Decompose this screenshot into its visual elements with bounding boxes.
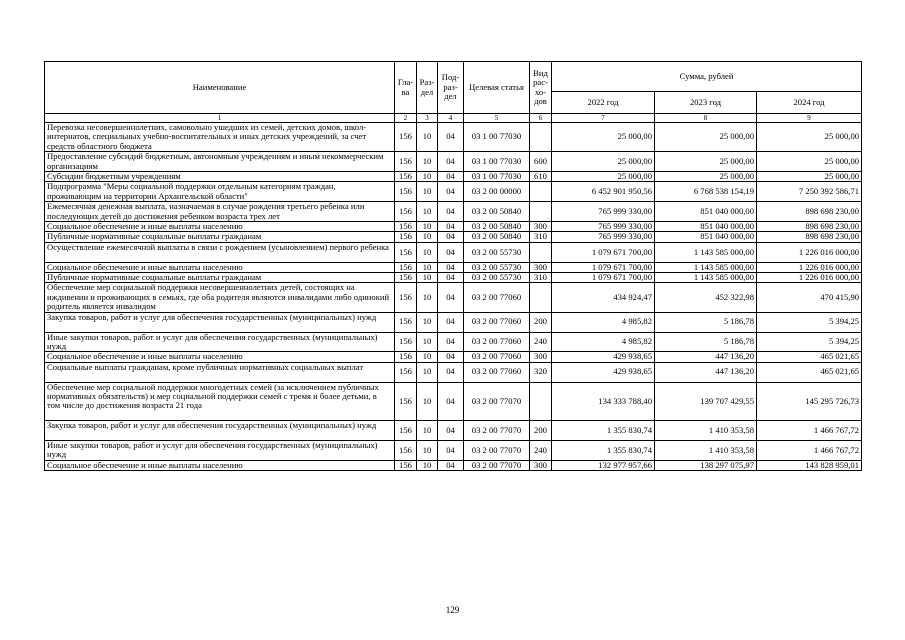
row-podrazdel: 04 xyxy=(438,152,464,172)
row-target: 03 2 00 77070 xyxy=(464,421,530,441)
row-target: 03 1 00 77030 xyxy=(464,172,530,182)
row-podrazdel: 04 xyxy=(438,440,464,460)
row-podrazdel: 04 xyxy=(438,123,464,152)
row-sum-2024: 1 226 016 000,00 xyxy=(757,273,862,283)
row-expense-type xyxy=(530,182,552,202)
row-expense-type: 310 xyxy=(530,273,552,283)
header-sum: Сумма, рублей xyxy=(552,62,862,92)
row-name: Социальные выплаты гражданам, кроме публичных нормативных социальных выплат xyxy=(45,362,395,382)
row-glava: 156 xyxy=(395,232,417,242)
row-podrazdel: 04 xyxy=(438,382,464,421)
budget-table xyxy=(44,61,862,471)
row-podrazdel: 04 xyxy=(438,283,464,312)
row-podrazdel: 04 xyxy=(438,352,464,362)
row-podrazdel: 04 xyxy=(438,202,464,222)
row-expense-type: 600 xyxy=(530,152,552,172)
row-razdel: 10 xyxy=(417,242,438,262)
row-sum-2023: 452 322,98 xyxy=(655,283,757,312)
row-sum-2022: 132 977 957,66 xyxy=(552,460,655,470)
row-podrazdel: 04 xyxy=(438,332,464,352)
row-name: Обеспечение мер социальной поддержки несовершеннолетних детей, состоящих на иждивении и проживающих в семьях, где оба родителя являются инвалидами либо одинокий родитель является инвалидом xyxy=(45,283,395,312)
table-row xyxy=(45,232,862,242)
row-sum-2024: 5 394,25 xyxy=(757,332,862,352)
row-podrazdel: 04 xyxy=(438,421,464,441)
row-target: 03 2 00 77060 xyxy=(464,332,530,352)
row-name: Социальное обеспечение и иные выплаты населению xyxy=(45,352,395,362)
row-sum-2022: 6 452 901 950,56 xyxy=(552,182,655,202)
table-row xyxy=(45,440,862,460)
row-target: 03 2 00 77060 xyxy=(464,312,530,332)
row-glava: 156 xyxy=(395,362,417,382)
row-target: 03 2 00 50840 xyxy=(464,232,530,242)
column-number: 3 xyxy=(417,114,438,123)
row-podrazdel: 04 xyxy=(438,232,464,242)
row-glava: 156 xyxy=(395,202,417,222)
row-glava: 156 xyxy=(395,382,417,421)
row-expense-type: 240 xyxy=(530,332,552,352)
row-razdel: 10 xyxy=(417,362,438,382)
row-sum-2023: 1 143 585 000,00 xyxy=(655,242,757,262)
row-sum-2024: 1 466 767,72 xyxy=(757,421,862,441)
row-expense-type: 310 xyxy=(530,232,552,242)
table-row xyxy=(45,123,862,152)
row-sum-2024: 1 226 016 000,00 xyxy=(757,242,862,262)
row-sum-2023: 5 186,78 xyxy=(655,312,757,332)
row-sum-2024: 898 698 230,00 xyxy=(757,202,862,222)
row-target: 03 2 00 77060 xyxy=(464,352,530,362)
row-razdel: 10 xyxy=(417,283,438,312)
header-name: Наименование xyxy=(45,62,395,114)
row-razdel: 10 xyxy=(417,421,438,441)
table-row xyxy=(45,283,862,312)
row-sum-2024: 145 295 726,73 xyxy=(757,382,862,421)
row-sum-2022: 429 938,65 xyxy=(552,362,655,382)
row-name: Подпрограмма "Меры социальной поддержки отдельным категориям граждан, проживающим на территории Архангельской области" xyxy=(45,182,395,202)
table-row xyxy=(45,362,862,382)
header-razdel: Раз-дел xyxy=(417,62,438,114)
row-razdel: 10 xyxy=(417,152,438,172)
row-razdel: 10 xyxy=(417,382,438,421)
table-row xyxy=(45,242,862,262)
row-expense-type xyxy=(530,123,552,152)
table-body xyxy=(45,123,862,471)
row-name: Перевозка несовершеннолетних, самовольно ушедших из семей, детских домов, школ-интернатов, специальных учебно-воспитательных и иных детских учреждений, за счет средств областного бюджета xyxy=(45,123,395,152)
row-sum-2022: 4 985,82 xyxy=(552,312,655,332)
row-name: Социальное обеспечение и иные выплаты населению xyxy=(45,262,395,272)
row-glava: 156 xyxy=(395,460,417,470)
row-razdel: 10 xyxy=(417,332,438,352)
row-target: 03 1 00 77030 xyxy=(464,123,530,152)
row-razdel: 10 xyxy=(417,440,438,460)
row-target: 03 2 00 77070 xyxy=(464,382,530,421)
row-sum-2022: 1 079 671 700,00 xyxy=(552,262,655,272)
row-razdel: 10 xyxy=(417,172,438,182)
row-razdel: 10 xyxy=(417,182,438,202)
row-sum-2023: 447 136,20 xyxy=(655,362,757,382)
row-podrazdel: 04 xyxy=(438,362,464,382)
table-row xyxy=(45,332,862,352)
row-name: Ежемесячная денежная выплата, назначаемая в случае рождения третьего ребенка или последующих детей до достижения ребенком возраста трех лет xyxy=(45,202,395,222)
header-year-2023: 2023 год xyxy=(655,92,757,114)
row-razdel: 10 xyxy=(417,460,438,470)
row-glava: 156 xyxy=(395,440,417,460)
header-year-2022: 2022 год xyxy=(552,92,655,114)
row-sum-2023: 1 143 585 000,00 xyxy=(655,262,757,272)
row-sum-2022: 765 999 330,00 xyxy=(552,222,655,232)
row-razdel: 10 xyxy=(417,262,438,272)
row-glava: 156 xyxy=(395,242,417,262)
header-glava: Гла-ва xyxy=(395,62,417,114)
row-expense-type: 300 xyxy=(530,262,552,272)
row-sum-2022: 134 333 788,40 xyxy=(552,382,655,421)
row-target: 03 2 00 55730 xyxy=(464,242,530,262)
row-glava: 156 xyxy=(395,421,417,441)
row-sum-2023: 851 040 000,00 xyxy=(655,222,757,232)
row-sum-2022: 25 000,00 xyxy=(552,172,655,182)
row-sum-2022: 765 999 330,00 xyxy=(552,232,655,242)
row-sum-2024: 5 394,25 xyxy=(757,312,862,332)
row-podrazdel: 04 xyxy=(438,312,464,332)
row-glava: 156 xyxy=(395,352,417,362)
header-expense-type: Вид рас-хо-дов xyxy=(530,62,552,114)
row-target: 03 2 00 55730 xyxy=(464,273,530,283)
row-podrazdel: 04 xyxy=(438,182,464,202)
row-razdel: 10 xyxy=(417,202,438,222)
row-sum-2024: 465 021,65 xyxy=(757,352,862,362)
row-target: 03 2 00 55730 xyxy=(464,262,530,272)
table-row xyxy=(45,460,862,470)
row-expense-type: 320 xyxy=(530,362,552,382)
header-target: Целевая статья xyxy=(464,62,530,114)
row-razdel: 10 xyxy=(417,352,438,362)
row-target: 03 2 00 77060 xyxy=(464,283,530,312)
row-sum-2024: 470 415,90 xyxy=(757,283,862,312)
row-expense-type: 300 xyxy=(530,352,552,362)
row-razdel: 10 xyxy=(417,222,438,232)
row-sum-2022: 1 355 830,74 xyxy=(552,421,655,441)
row-sum-2022: 1 079 671 700,00 xyxy=(552,242,655,262)
row-expense-type xyxy=(530,283,552,312)
row-sum-2022: 434 924,47 xyxy=(552,283,655,312)
row-podrazdel: 04 xyxy=(438,172,464,182)
row-razdel: 10 xyxy=(417,123,438,152)
header-year-2024: 2024 год xyxy=(757,92,862,114)
row-expense-type: 240 xyxy=(530,440,552,460)
row-sum-2022: 25 000,00 xyxy=(552,152,655,172)
row-razdel: 10 xyxy=(417,273,438,283)
row-sum-2023: 25 000,00 xyxy=(655,172,757,182)
row-sum-2023: 6 768 538 154,19 xyxy=(655,182,757,202)
column-number-row xyxy=(45,114,862,123)
row-glava: 156 xyxy=(395,182,417,202)
column-number: 5 xyxy=(464,114,530,123)
row-name: Закупка товаров, работ и услуг для обеспечения государственных (муниципальных) нужд xyxy=(45,421,395,441)
row-expense-type: 300 xyxy=(530,222,552,232)
table-row xyxy=(45,182,862,202)
row-expense-type xyxy=(530,242,552,262)
row-name: Закупка товаров, работ и услуг для обеспечения государственных (муниципальных) нужд xyxy=(45,312,395,332)
row-target: 03 2 00 50840 xyxy=(464,202,530,222)
row-sum-2023: 1 143 585 000,00 xyxy=(655,273,757,283)
row-glava: 156 xyxy=(395,123,417,152)
row-sum-2022: 765 999 330,00 xyxy=(552,202,655,222)
row-name: Обеспечение мер социальной поддержки многодетных семей (за исключением публичных нормативных обязательств) и мер социальной поддержки семей с тремя и более детьми, в том числе до достижения возраста 21 года xyxy=(45,382,395,421)
row-glava: 156 xyxy=(395,172,417,182)
row-expense-type: 610 xyxy=(530,172,552,182)
row-sum-2024: 25 000,00 xyxy=(757,123,862,152)
column-number: 1 xyxy=(45,114,395,123)
table-row xyxy=(45,352,862,362)
row-razdel: 10 xyxy=(417,312,438,332)
row-sum-2022: 4 985,82 xyxy=(552,332,655,352)
table-row xyxy=(45,382,862,421)
row-sum-2024: 7 250 392 586,71 xyxy=(757,182,862,202)
row-glava: 156 xyxy=(395,332,417,352)
row-target: 03 2 00 50840 xyxy=(464,222,530,232)
row-sum-2023: 851 040 000,00 xyxy=(655,232,757,242)
row-sum-2023: 5 186,78 xyxy=(655,332,757,352)
table-row xyxy=(45,202,862,222)
row-name: Иные закупки товаров, работ и услуг для обеспечения государственных (муниципальных) нужд xyxy=(45,440,395,460)
row-glava: 156 xyxy=(395,283,417,312)
column-number: 6 xyxy=(530,114,552,123)
row-podrazdel: 04 xyxy=(438,262,464,272)
row-glava: 156 xyxy=(395,262,417,272)
row-sum-2023: 447 136,20 xyxy=(655,352,757,362)
column-number: 2 xyxy=(395,114,417,123)
row-name: Иные закупки товаров, работ и услуг для обеспечения государственных (муниципальных) нужд xyxy=(45,332,395,352)
row-name: Предоставление субсидий бюджетным, автономным учреждениям и иным некоммерческим организациям xyxy=(45,152,395,172)
table-row xyxy=(45,312,862,332)
table-row xyxy=(45,262,862,272)
row-podrazdel: 04 xyxy=(438,273,464,283)
row-sum-2022: 25 000,00 xyxy=(552,123,655,152)
table-row xyxy=(45,152,862,172)
row-sum-2022: 429 938,65 xyxy=(552,352,655,362)
page-number: 129 xyxy=(445,605,460,615)
table-header xyxy=(45,62,862,123)
row-sum-2024: 1 466 767,72 xyxy=(757,440,862,460)
column-number: 8 xyxy=(655,114,757,123)
table-row xyxy=(45,273,862,283)
row-sum-2023: 1 410 353,58 xyxy=(655,440,757,460)
row-sum-2024: 143 828 959,01 xyxy=(757,460,862,470)
row-expense-type: 300 xyxy=(530,460,552,470)
row-glava: 156 xyxy=(395,152,417,172)
row-expense-type xyxy=(530,382,552,421)
row-glava: 156 xyxy=(395,312,417,332)
row-sum-2024: 898 698 230,00 xyxy=(757,222,862,232)
row-expense-type: 200 xyxy=(530,312,552,332)
row-name: Субсидии бюджетным учреждениям xyxy=(45,172,395,182)
row-sum-2023: 1 410 353,58 xyxy=(655,421,757,441)
row-target: 03 2 00 77070 xyxy=(464,440,530,460)
row-podrazdel: 04 xyxy=(438,222,464,232)
row-sum-2022: 1 079 671 700,00 xyxy=(552,273,655,283)
column-number: 9 xyxy=(757,114,862,123)
row-target: 03 1 00 77030 xyxy=(464,152,530,172)
row-sum-2024: 465 021,65 xyxy=(757,362,862,382)
row-glava: 156 xyxy=(395,273,417,283)
row-glava: 156 xyxy=(395,222,417,232)
table-row xyxy=(45,172,862,182)
row-name: Осуществление ежемесячной выплаты в связи с рождением (усыновлением) первого ребенка xyxy=(45,242,395,262)
row-podrazdel: 04 xyxy=(438,242,464,262)
row-name: Публичные нормативные социальные выплаты гражданам xyxy=(45,273,395,283)
column-number: 7 xyxy=(552,114,655,123)
row-sum-2024: 25 000,00 xyxy=(757,172,862,182)
table-row xyxy=(45,421,862,441)
row-sum-2022: 1 355 830,74 xyxy=(552,440,655,460)
row-name: Публичные нормативные социальные выплаты гражданам xyxy=(45,232,395,242)
row-target: 03 2 00 00000 xyxy=(464,182,530,202)
header-podrazdel: Под-раз-дел xyxy=(438,62,464,114)
row-sum-2024: 1 226 016 000,00 xyxy=(757,262,862,272)
row-sum-2023: 25 000,00 xyxy=(655,152,757,172)
column-number: 4 xyxy=(438,114,464,123)
table-row xyxy=(45,222,862,232)
row-name: Социальное обеспечение и иные выплаты населению xyxy=(45,460,395,470)
row-sum-2024: 898 698 230,00 xyxy=(757,232,862,242)
row-sum-2023: 25 000,00 xyxy=(655,123,757,152)
row-sum-2023: 138 297 075,97 xyxy=(655,460,757,470)
row-expense-type: 200 xyxy=(530,421,552,441)
row-sum-2023: 851 040 000,00 xyxy=(655,202,757,222)
row-razdel: 10 xyxy=(417,232,438,242)
row-sum-2024: 25 000,00 xyxy=(757,152,862,172)
row-expense-type xyxy=(530,202,552,222)
row-podrazdel: 04 xyxy=(438,460,464,470)
row-target: 03 2 00 77060 xyxy=(464,362,530,382)
row-name: Социальное обеспечение и иные выплаты населению xyxy=(45,222,395,232)
row-target: 03 2 00 77070 xyxy=(464,460,530,470)
row-sum-2023: 139 707 429,55 xyxy=(655,382,757,421)
